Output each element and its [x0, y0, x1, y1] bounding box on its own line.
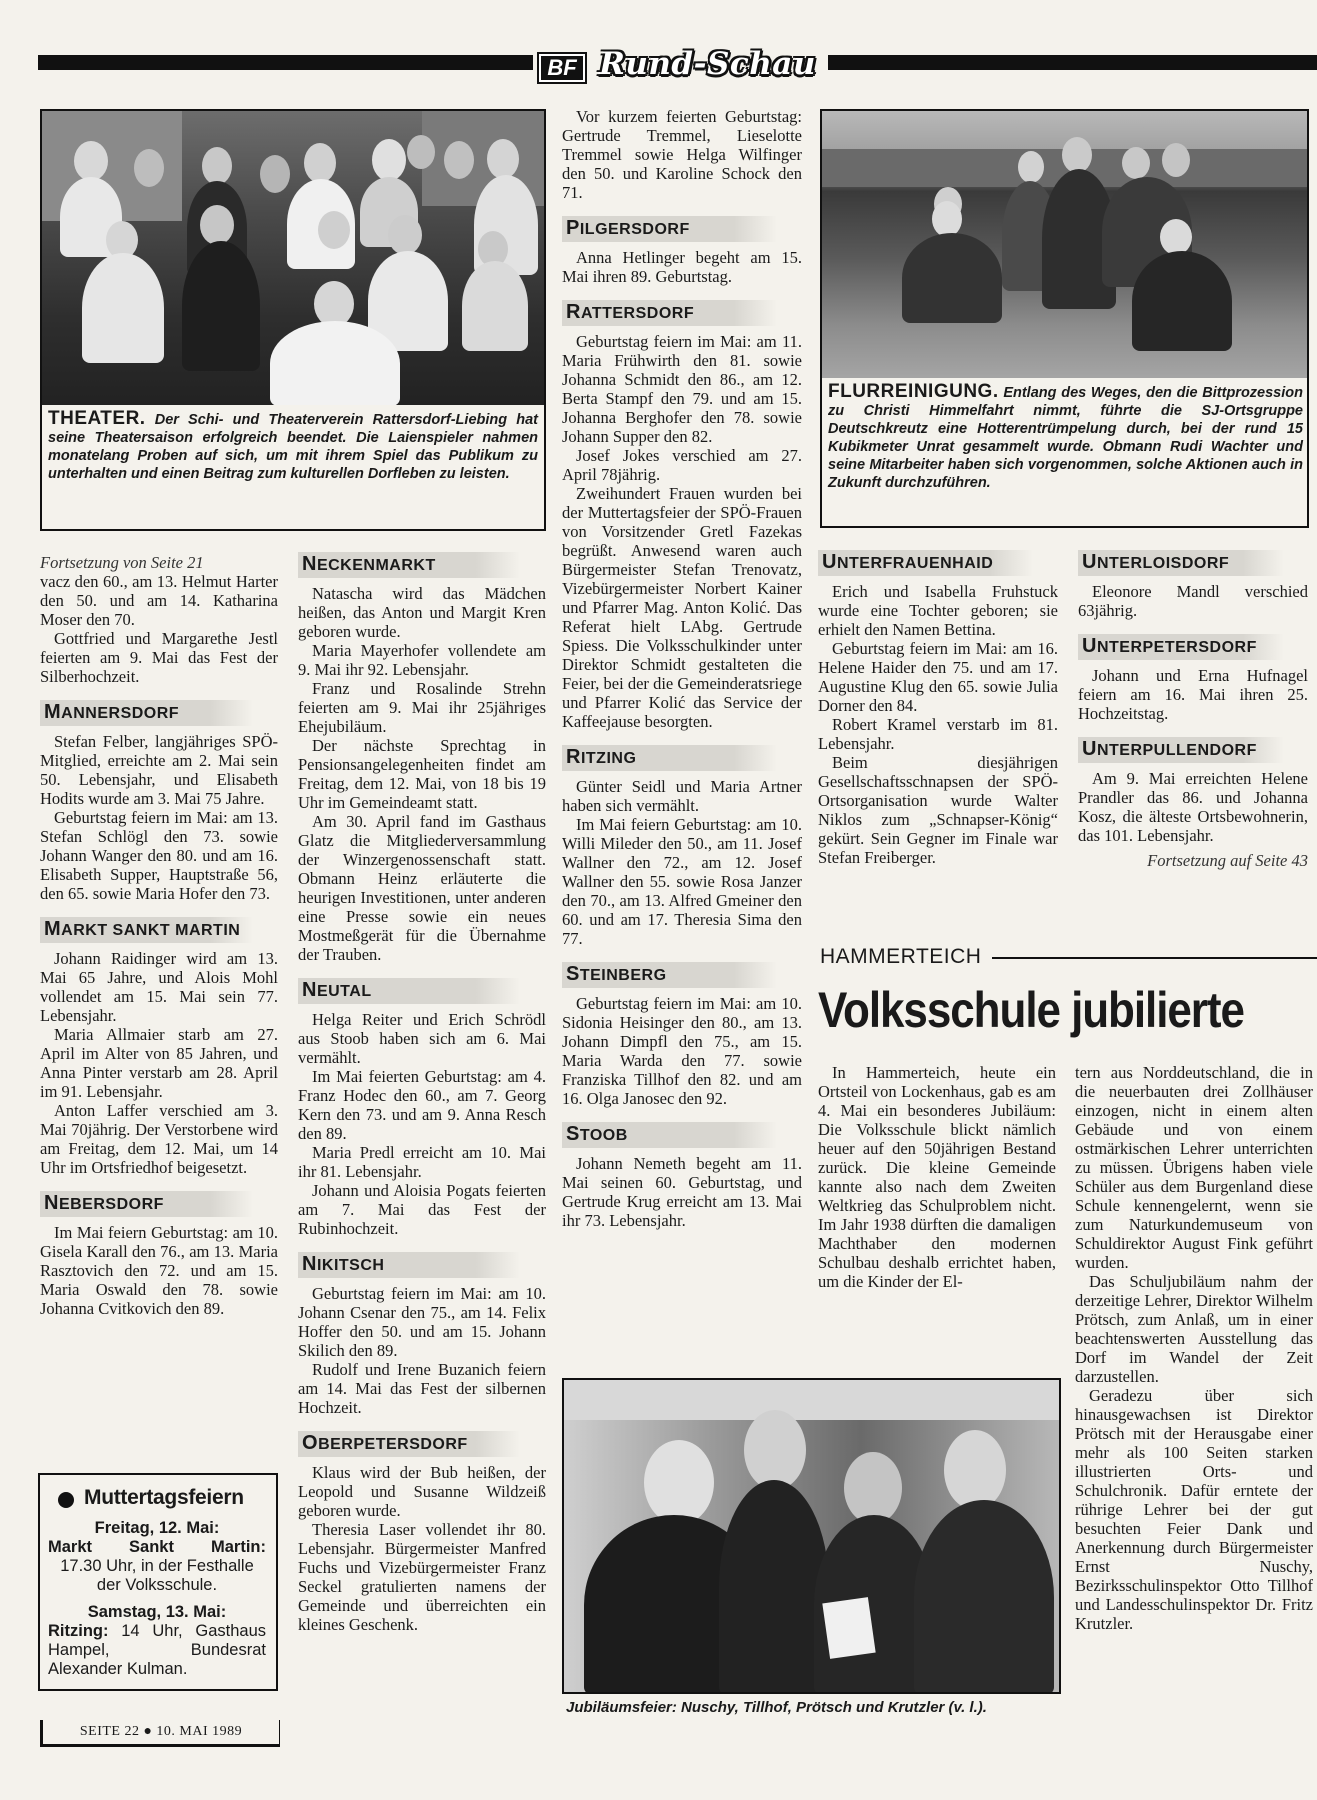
rattersdorf-para-3: Zweihundert Frauen wurden bei der Muttertagsfeier der SPÖ-Frauen von Vorsitzender Gretl Fazekas begrüßt. Anwesend waren auch Bürgermeister Stefan Trenovatz, Vizebürgermeister Norbert Kainer und Pfarrer Mag. Anton Kolić. Das Referat hielt LAbg. Gertrude Spiess. Die Volksschulkinder unter Direktor Schmidt gestalteten die Feier, bei der die Gemeinderatsriege und Pfarrer Kolić das Service der Kaffeejause besorgten.	[562, 484, 802, 731]
heading-stoob: STOOB	[562, 1122, 777, 1148]
muttertag-detail-2: 14 Uhr, Gasthaus Hampel, Bundesrat Alexander Kulman.	[48, 1622, 266, 1678]
heading-unterloisdorf: UNTERLOISDORF	[1078, 550, 1284, 576]
heading-markt-sankt-martin: MARKT SANKT MARTIN	[40, 917, 253, 943]
article-col-a	[818, 1063, 1056, 1291]
neckenmarkt-para-3: Franz und Rosalinde Strehn feierten am 9. Mai ihr 25jähriges Ehejubiläum.	[298, 679, 546, 736]
article-headline: Volksschule jubilierte	[818, 982, 1244, 1038]
heading-steinberg: STEINBERG	[562, 962, 777, 988]
unterfrauenhaid-para-3: Robert Kramel verstarb im 81. Lebensjahr.	[818, 715, 1058, 753]
page-footer-text: SEITE 22 ● 10. MAI 1989	[79, 1724, 243, 1739]
markt-para-3: Anton Laffer verschied am 3. Mai 70jährig. Der Verstorbene wird am Freitag, dem 12. Mai, um 14 Uhr im Ortsfriedhof beigesetzt.	[40, 1101, 278, 1177]
column-4	[818, 548, 1058, 867]
mannersdorf-para-2: Geburtstag feiern im Mai: am 13. Stefan Schlögl den 73. sowie Johann Wanger den 80. und am 16. Elisabeth Supper, Hauptstraße 56, den 65. sowie Maria Hofer den 73.	[40, 808, 278, 903]
markt-para-1: Johann Raidinger wird am 13. Mai 65 Jahre, und Alois Mohl vollendet am 15. Mai sein 77. Lebensjahr.	[40, 949, 278, 1025]
section-title: Rund-Schau	[599, 46, 816, 82]
jubilaeum-photo	[562, 1378, 1061, 1694]
unterfrauenhaid-para-1: Erich und Isabella Fruhstuck wurde eine Tochter geboren; sie erhielt den Namen Bettina.	[818, 582, 1058, 639]
theater-photo	[40, 109, 546, 408]
heading-oberpetersdorf: OBERPETERSDORF	[298, 1431, 520, 1457]
markt-para-2: Maria Allmaier starb am 27. April im Alter von 85 Jahren, und Anna Pinter verstarb am 28. April im 91. Lebensjahr.	[40, 1025, 278, 1101]
heading-unterpullendorf: UNTERPULLENDORF	[1078, 737, 1284, 763]
heading-unterfrauenhaid: UNTERFRAUENHAID	[818, 550, 1033, 576]
rattersdorf-para-1: Geburtstag feiern im Mai: am 11. Maria Frühwirth den 81. sowie Johanna Schmidt den 86., am 12. Berta Stampf den 79. und am 15. Johanna Berghofer den 78. sowie Johann Supper den 82.	[562, 332, 802, 446]
continued-from: Fortsetzung von Seite 21	[40, 553, 204, 572]
neutal-para-3: Maria Predl erreicht am 10. Mai ihr 81. Lebensjahr.	[298, 1143, 546, 1181]
stoob-para-1: Johann Nemeth begeht am 11. Mai seinen 60. Geburtstag, und Gertrude Krug erreicht am 13. Mai ihr 73. Lebensjahr.	[562, 1154, 802, 1230]
ritzing-para-1: Günter Seidl und Maria Artner haben sich vermählt.	[562, 777, 802, 815]
article-para-a1: In Hammerteich, heute ein Ortsteil von Lockenhaus, gab es am 4. Mai ein besonderes Jubiläum: Die Volksschule blickt nämlich heuer auf den 50jährigen Bestand zurück. Die kleine Gemeinde kannte also nach dem Zweiten Weltkrieg das Schulproblem nicht. Im Jahr 1938 dürften die damaligen Machthaber den modernen Schulbau deshalb errichtet haben, um die Kinder der El-	[818, 1063, 1056, 1291]
muttertag-place-2: Ritzing:	[48, 1622, 109, 1640]
rattersdorf-para-2: Josef Jokes verschied am 27. April 78jährig.	[562, 446, 802, 484]
oberpetersdorf-para-2: Theresia Laser vollendet ihr 80. Lebensjahr. Bürgermeister Manfred Fuchs und Vizebürgermeister Franz Seckel gratulierten namens der Gemeinde und überreichten ein kleines Geschenk.	[298, 1520, 546, 1634]
column-3	[562, 107, 802, 1230]
theater-caption-text: Der Schi- und Theaterverein Rattersdorf-Liebing hat seine Theatersaison erfolgreich beendet. Die Laienspieler nahmen monatelang Proben auf sich, um mit ihrem Spiel das Publikum zu unterhalten und einen Beitrag zum kulturellen Dorfleben zu leisten.	[48, 412, 538, 482]
neutal-para-4: Johann und Aloisia Pogats feierten am 7. Mai das Fest der Rubinhochzeit.	[298, 1181, 546, 1238]
flurreinigung-photo	[820, 109, 1309, 381]
heading-ritzing: RITZING	[562, 745, 777, 771]
article-para-b2: Das Schuljubiläum nahm der derzeitige Lehrer, Direktor Wilhelm Prötsch, zum Anlaß, um in einer beachtenswerten Ausstellung das Dorf im Wandel der Zeit darzustellen.	[1075, 1272, 1313, 1386]
muttertag-detail-1: 17.30 Uhr, in der Festhalle der Volksschule.	[60, 1557, 254, 1594]
col1-para-2: Gottfried und Margarethe Jestl feierten am 9. Mai das Fest der Silberhochzeit.	[40, 629, 278, 686]
neutal-para-1: Helga Reiter und Erich Schrödl aus Stoob haben sich am 6. Mai vermählt.	[298, 1010, 546, 1067]
unterfrauenhaid-para-4: Beim diesjährigen Gesellschaftsschnapsen der SPÖ-Ortsorganisation wurde Walter Niklos zum „Schnapser-König“ gekürt. Sein Gegner im Finale war Stefan Freiberger.	[818, 753, 1058, 867]
article-para-b3: Geradezu über sich hinausgewachsen ist Direktor Prötsch mit der Herausgabe einer mehr als 100 Seiten starken illustrierten Orts- und Schulchronik. Dafür erntete der rührige Lehrer bei der gut besuchten Feier Dank und Anerkennung durch Bürgermeister Ernst Nuschy, Bezirksschulinspektor Otto Tillhof und Landesschulinspektor Dr. Fritz Krutzler.	[1075, 1386, 1313, 1633]
masthead-bar-left	[38, 55, 533, 70]
unterloisdorf-para-1: Eleonore Mandl verschied 63jährig.	[1078, 582, 1308, 620]
masthead-bar-right	[828, 55, 1317, 70]
nebersdorf-para-1: Im Mai feiern Geburtstag: am 10. Gisela Karall den 76., am 13. Maria Rasztovich den 72. und am 15. Maria Oswald den 78. sowie Johanna Cvitkovich den 89.	[40, 1223, 278, 1318]
col3-para-0: Vor kurzem feierten Geburtstag: Gertrude Tremmel, Lieselotte Tremmel sowie Helga Wilfinger den 50. und Karoline Schock den 71.	[562, 107, 802, 202]
column-1	[40, 553, 278, 1318]
flurreinigung-caption-lead: FLURREINIGUNG.	[828, 381, 999, 402]
flurreinigung-caption	[828, 383, 1303, 492]
article-col-b	[1075, 1063, 1313, 1633]
neckenmarkt-para-1: Natascha wird das Mädchen heißen, das Anton und Margit Kren geboren wurde.	[298, 584, 546, 641]
unterfrauenhaid-para-2: Geburtstag feiern im Mai: am 16. Helene Haider den 75. und am 17. Augustine Klug den 65. sowie Julia Dorner den 84.	[818, 639, 1058, 715]
heading-unterpetersdorf: UNTERPETERSDORF	[1078, 634, 1284, 660]
page-footer	[40, 1720, 280, 1747]
heading-mannersdorf: MANNERSDORF	[40, 700, 253, 726]
heading-nikitsch: NIKITSCH	[298, 1252, 520, 1278]
masthead-logo: BF	[537, 52, 587, 84]
ritzing-para-2: Im Mai feiern Geburtstag: am 10. Willi Mileder den 50., am 11. Josef Wallner den 72., am 12. Josef Wallner den 55. sowie Rosa Janzer den 70., am 13. Alfred Gmeiner den 60. und am 17. Theresia Sima den 77.	[562, 815, 802, 948]
column-5	[1078, 548, 1308, 870]
neckenmarkt-para-4: Der nächste Sprechtag in Pensionsangelegenheiten findet am Freitag, dem 12. Mai, von 18 bis 19 Uhr im Gemeindeamt statt.	[298, 736, 546, 812]
heading-pilgersdorf: PILGERSDORF	[562, 216, 777, 242]
pilgersdorf-para-1: Anna Hetlinger begeht am 15. Mai ihren 89. Geburtstag.	[562, 248, 802, 286]
col1-para-1: vacz den 60., am 13. Helmut Harter den 50. und am 14. Katharina Moser den 70.	[40, 572, 278, 629]
flurreinigung-caption-text: Entlang des Weges, den die Bittprozession zu Christi Himmelfahrt nimmt, führte die SJ-Ortsgruppe Deutschkreutz eine Hotterentrümpelung durch, bei der rund 15 Kubikmeter Unrat gesammelt wurde. Obmann Rudi Wachter und seine Mitarbeiter haben sich vorgenommen, solche Aktionen auch in Zukunft durchzuführen.	[828, 385, 1303, 491]
heading-neckenmarkt: NECKENMARKT	[298, 552, 520, 578]
continued-to: Fortsetzung auf Seite 43	[1147, 851, 1308, 870]
article-kicker: HAMMERTEICH	[820, 945, 982, 968]
neckenmarkt-para-2: Maria Mayerhofer vollendete am 9. Mai ihr 92. Lebensjahr.	[298, 641, 546, 679]
neutal-para-2: Im Mai feierten Geburtstag: am 4. Franz Hodec den 60., am 7. Georg Kern den 73. und am 9. Anna Resch den 89.	[298, 1067, 546, 1143]
oberpetersdorf-para-1: Klaus wird der Bub heißen, der Leopold und Susanne Wildzeiß geboren wurde.	[298, 1463, 546, 1520]
theater-caption	[48, 410, 538, 483]
neckenmarkt-para-5: Am 30. April fand im Gasthaus Glatz die Mitgliederversammlung der Winzergenossenschaft statt. Obmann Heinz erläuterte die heurigen Investitionen, unter anderen eine Presse sowie ein neues Mostmeßgerät für die Übernahme der Trauben.	[298, 812, 546, 964]
mannersdorf-para-1: Stefan Felber, langjähriges SPÖ-Mitglied, erreichte am 2. Mai sein 50. Lebensjahr, und Elisabeth Hodits wurde am 3. Mai 75 Jahre.	[40, 732, 278, 808]
article-kicker-rule	[992, 957, 1317, 959]
muttertag-bullet-icon	[58, 1492, 74, 1508]
muttertag-place-1: Markt Sankt Martin:	[48, 1538, 266, 1556]
muttertag-date-2: Samstag, 13. Mai:	[87, 1603, 227, 1621]
muttertag-date-1: Freitag, 12. Mai:	[94, 1519, 220, 1537]
theater-caption-lead: THEATER.	[48, 408, 146, 429]
heading-rattersdorf: RATTERSDORF	[562, 300, 777, 326]
muttertag-title: Muttertagsfeiern	[84, 1486, 244, 1509]
nikitsch-para-2: Rudolf und Irene Buzanich feiern am 14. Mai das Fest der silbernen Hochzeit.	[298, 1360, 546, 1417]
muttertag-box	[38, 1473, 278, 1691]
heading-neutal: NEUTAL	[298, 978, 520, 1004]
article-para-b1: tern aus Norddeutschland, die in die neuerbauten drei Zollhäuser einzogen, nicht in einem alten Gebäude und von einem ostmärkischen Lehrer unterrichten zu müssen. Übrigens haben viele Schüler aus dem Burgenland diese Schule kennengelernt, wenn sie zum Naturkundemuseum von Schuldirektor August Fink geführt wurden.	[1075, 1063, 1313, 1272]
jubilaeum-caption: Jubiläumsfeier: Nuschy, Tillhof, Prötsch und Krutzler (v. l.).	[566, 1699, 987, 1716]
column-2	[298, 538, 546, 1634]
heading-nebersdorf: NEBERSDORF	[40, 1191, 253, 1217]
unterpullendorf-para-1: Am 9. Mai erreichten Helene Prandler das 86. und Johanna Kosz, die älteste Ortsbewohnerin, das 101. Lebensjahr.	[1078, 769, 1308, 845]
steinberg-para-1: Geburtstag feiern im Mai: am 10. Sidonia Heisinger den 80., am 13. Johann Dimpfl den 75., am 15. Maria Warda den 77. sowie Franziska Tillhof den 82. und am 16. Olga Janosec den 92.	[562, 994, 802, 1108]
unterpetersdorf-para-1: Johann und Erna Hufnagel feiern am 16. Mai ihren 25. Hochzeitstag.	[1078, 666, 1308, 723]
nikitsch-para-1: Geburtstag feiern im Mai: am 10. Johann Csenar den 75., am 14. Felix Hoffer den 50. und am 15. Johann Skilich den 89.	[298, 1284, 546, 1360]
